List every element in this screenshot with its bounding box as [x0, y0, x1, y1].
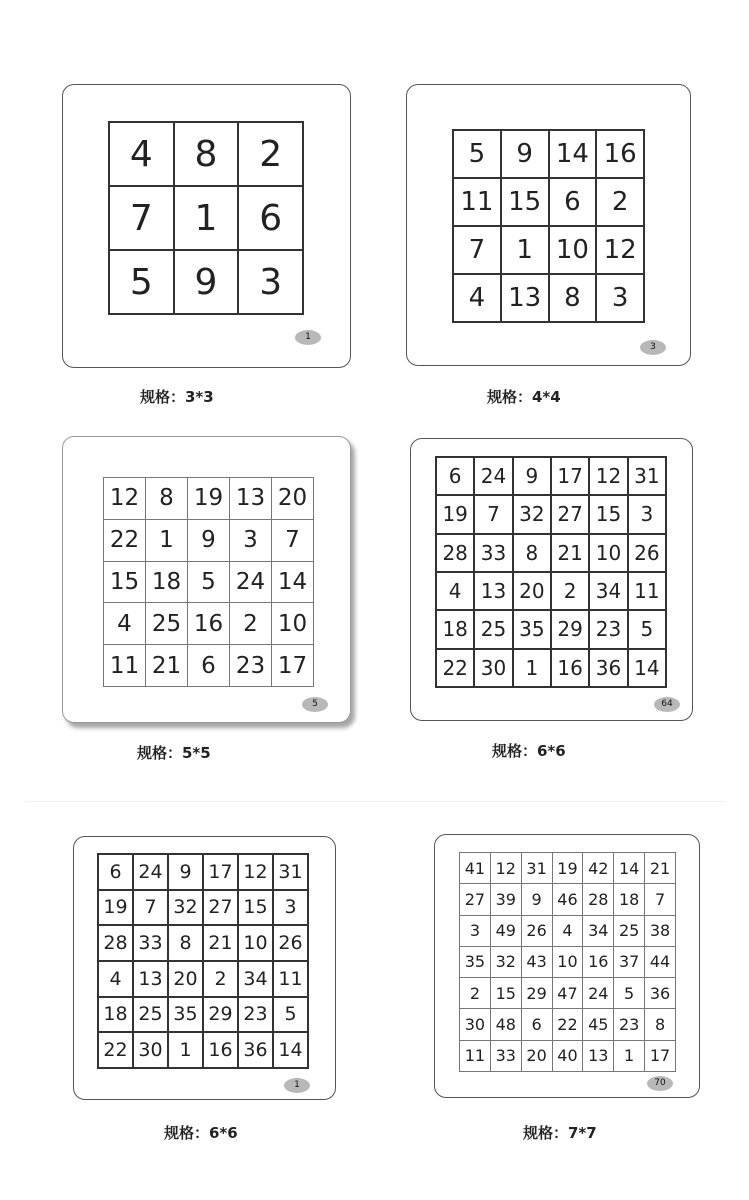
grid-row — [436, 572, 666, 610]
grid-cell: 9 — [188, 519, 230, 561]
grid-cell: 14 — [273, 1032, 308, 1068]
grid-row — [109, 122, 303, 186]
grid-cell: 4 — [98, 961, 133, 997]
grid-cell: 24 — [133, 854, 168, 890]
puzzle-card-3x3 — [62, 84, 351, 368]
grid-cell: 35 — [168, 997, 203, 1033]
grid-cell: 22 — [436, 649, 474, 687]
grid-cell: 9 — [168, 854, 203, 890]
size-label: 规格：7*7 — [523, 1124, 597, 1142]
grid-cell: 21 — [551, 534, 589, 572]
grid-cell: 24 — [474, 457, 512, 495]
grid-cell: 43 — [521, 946, 552, 977]
grid-cell: 1 — [146, 519, 188, 561]
size-label: 规格：6*6 — [164, 1124, 238, 1142]
grid-row — [460, 1009, 676, 1040]
grid-cell: 6 — [436, 457, 474, 495]
grid-cell: 15 — [104, 561, 146, 603]
grid-row — [436, 534, 666, 572]
grid-cell: 32 — [490, 946, 521, 977]
grid-cell: 9 — [521, 884, 552, 915]
grid-cell: 11 — [453, 178, 501, 226]
grid-cell: 15 — [501, 178, 549, 226]
grid-cell: 24 — [230, 561, 272, 603]
grid-cell: 2 — [203, 961, 238, 997]
grid-cell: 14 — [628, 649, 666, 687]
grid-cell: 26 — [628, 534, 666, 572]
grid-cell: 11 — [104, 645, 146, 687]
grid-cell: 13 — [230, 478, 272, 520]
grid-cell: 17 — [272, 645, 314, 687]
grid-row — [104, 603, 314, 645]
grid-row — [453, 178, 644, 226]
grid-row — [104, 645, 314, 687]
grid-cell: 3 — [230, 519, 272, 561]
grid-cell: 12 — [589, 457, 627, 495]
grid-cell: 6 — [98, 854, 133, 890]
grid-cell: 30 — [133, 1032, 168, 1068]
grid-cell: 11 — [460, 1040, 491, 1071]
grid-cell: 11 — [273, 961, 308, 997]
grid-cell: 16 — [203, 1032, 238, 1068]
grid-cell: 5 — [614, 978, 645, 1009]
grid-cell: 26 — [521, 915, 552, 946]
grid-cell: 6 — [549, 178, 597, 226]
piece-count-badge: 3 — [640, 340, 666, 355]
grid-cell: 30 — [474, 649, 512, 687]
grid-cell: 11 — [628, 572, 666, 610]
grid-cell: 4 — [552, 915, 583, 946]
grid-cell: 14 — [614, 853, 645, 884]
grid-row — [436, 610, 666, 648]
grid-cell: 18 — [614, 884, 645, 915]
grid-cell: 7 — [109, 186, 174, 250]
grid-cell: 29 — [203, 997, 238, 1033]
grid-cell: 31 — [521, 853, 552, 884]
grid-cell: 4 — [436, 572, 474, 610]
grid-cell: 28 — [98, 925, 133, 961]
grid-cell: 12 — [238, 854, 273, 890]
grid-row — [460, 884, 676, 915]
grid-cell: 8 — [645, 1009, 676, 1040]
grid-cell: 13 — [583, 1040, 614, 1071]
grid-row — [98, 997, 308, 1033]
grid-cell: 7 — [133, 890, 168, 926]
grid-cell: 31 — [628, 457, 666, 495]
grid-row — [460, 1040, 676, 1071]
piece-count-badge: 1 — [295, 330, 321, 345]
grid-cell: 1 — [501, 226, 549, 274]
grid-cell: 25 — [146, 603, 188, 645]
grid-cell: 20 — [513, 572, 551, 610]
grid-cell: 6 — [188, 645, 230, 687]
grid-row — [453, 226, 644, 274]
grid-cell: 4 — [104, 603, 146, 645]
grid-cell: 38 — [645, 915, 676, 946]
grid-cell: 10 — [272, 603, 314, 645]
grid-cell: 30 — [460, 1009, 491, 1040]
grid-cell: 23 — [238, 997, 273, 1033]
section-divider — [25, 801, 725, 802]
grid-cell: 20 — [168, 961, 203, 997]
grid-cell: 10 — [552, 946, 583, 977]
grid-cell: 5 — [453, 130, 501, 178]
grid-cell: 19 — [436, 495, 474, 533]
grid-row — [460, 978, 676, 1009]
number-grid — [435, 456, 667, 688]
grid-cell: 5 — [188, 561, 230, 603]
grid-cell: 18 — [436, 610, 474, 648]
piece-count-badge: 1 — [284, 1078, 310, 1093]
grid-row — [109, 250, 303, 314]
piece-count-badge: 70 — [647, 1076, 673, 1091]
puzzle-card-6x6-b — [73, 836, 336, 1100]
grid-cell: 35 — [513, 610, 551, 648]
grid-cell: 2 — [230, 603, 272, 645]
grid-cell: 7 — [453, 226, 501, 274]
number-grid — [97, 853, 309, 1069]
grid-cell: 3 — [596, 274, 644, 322]
grid-cell: 42 — [583, 853, 614, 884]
grid-cell: 23 — [614, 1009, 645, 1040]
grid-cell: 31 — [273, 854, 308, 890]
grid-cell: 3 — [238, 250, 303, 314]
grid-cell: 20 — [272, 478, 314, 520]
grid-cell: 6 — [238, 186, 303, 250]
grid-row — [98, 925, 308, 961]
grid-cell: 6 — [521, 1009, 552, 1040]
grid-cell: 49 — [490, 915, 521, 946]
grid-cell: 23 — [230, 645, 272, 687]
grid-row — [436, 495, 666, 533]
grid-cell: 27 — [203, 890, 238, 926]
grid-cell: 34 — [583, 915, 614, 946]
size-label: 规格：3*3 — [140, 388, 214, 406]
grid-cell: 48 — [490, 1009, 521, 1040]
size-label: 规格：5*5 — [137, 744, 211, 762]
grid-cell: 8 — [513, 534, 551, 572]
grid-row — [460, 946, 676, 977]
grid-cell: 8 — [549, 274, 597, 322]
grid-cell: 29 — [551, 610, 589, 648]
grid-cell: 8 — [146, 478, 188, 520]
grid-cell: 17 — [203, 854, 238, 890]
grid-cell: 32 — [168, 890, 203, 926]
grid-cell: 14 — [549, 130, 597, 178]
grid-cell: 10 — [238, 925, 273, 961]
grid-cell: 4 — [453, 274, 501, 322]
grid-cell: 2 — [596, 178, 644, 226]
grid-cell: 21 — [146, 645, 188, 687]
grid-row — [98, 1032, 308, 1068]
grid-cell: 20 — [521, 1040, 552, 1071]
grid-cell: 22 — [552, 1009, 583, 1040]
number-grid — [108, 121, 304, 315]
grid-cell: 9 — [501, 130, 549, 178]
grid-cell: 8 — [168, 925, 203, 961]
grid-cell: 28 — [583, 884, 614, 915]
grid-cell: 10 — [589, 534, 627, 572]
grid-cell: 18 — [146, 561, 188, 603]
grid-row — [98, 854, 308, 890]
grid-cell: 3 — [273, 890, 308, 926]
grid-cell: 9 — [513, 457, 551, 495]
grid-cell: 25 — [133, 997, 168, 1033]
grid-row — [436, 457, 666, 495]
grid-cell: 14 — [272, 561, 314, 603]
grid-cell: 46 — [552, 884, 583, 915]
puzzle-card-4x4 — [406, 84, 691, 366]
grid-cell: 2 — [460, 978, 491, 1009]
grid-cell: 3 — [628, 495, 666, 533]
grid-cell: 17 — [645, 1040, 676, 1071]
grid-cell: 23 — [589, 610, 627, 648]
grid-cell: 33 — [490, 1040, 521, 1071]
grid-cell: 9 — [174, 250, 239, 314]
grid-cell: 32 — [513, 495, 551, 533]
grid-cell: 16 — [583, 946, 614, 977]
grid-cell: 27 — [460, 884, 491, 915]
grid-cell: 18 — [98, 997, 133, 1033]
grid-cell: 39 — [490, 884, 521, 915]
grid-row — [453, 274, 644, 322]
grid-cell: 16 — [188, 603, 230, 645]
grid-cell: 12 — [490, 853, 521, 884]
grid-cell: 13 — [133, 961, 168, 997]
puzzle-card-7x7 — [434, 834, 700, 1098]
grid-cell: 25 — [474, 610, 512, 648]
grid-cell: 19 — [188, 478, 230, 520]
grid-cell: 2 — [551, 572, 589, 610]
grid-cell: 28 — [436, 534, 474, 572]
grid-cell: 15 — [589, 495, 627, 533]
grid-cell: 15 — [490, 978, 521, 1009]
grid-row — [460, 915, 676, 946]
grid-cell: 36 — [645, 978, 676, 1009]
grid-row — [104, 561, 314, 603]
grid-cell: 5 — [273, 997, 308, 1033]
grid-cell: 35 — [460, 946, 491, 977]
grid-cell: 44 — [645, 946, 676, 977]
grid-cell: 47 — [552, 978, 583, 1009]
grid-row — [104, 478, 314, 520]
grid-cell: 12 — [104, 478, 146, 520]
grid-cell: 5 — [109, 250, 174, 314]
grid-cell: 1 — [174, 186, 239, 250]
grid-cell: 27 — [551, 495, 589, 533]
piece-count-badge: 5 — [302, 697, 328, 712]
size-label: 规格：4*4 — [487, 388, 561, 406]
grid-cell: 7 — [645, 884, 676, 915]
puzzle-card-5x5 — [62, 436, 351, 723]
number-grid — [103, 477, 314, 687]
piece-count-badge: 64 — [654, 697, 680, 712]
grid-cell: 1 — [168, 1032, 203, 1068]
grid-row — [436, 649, 666, 687]
grid-cell: 7 — [474, 495, 512, 533]
grid-row — [98, 961, 308, 997]
number-grid — [459, 852, 676, 1072]
grid-cell: 13 — [501, 274, 549, 322]
grid-cell: 1 — [513, 649, 551, 687]
grid-cell: 16 — [551, 649, 589, 687]
grid-cell: 22 — [104, 519, 146, 561]
grid-cell: 36 — [238, 1032, 273, 1068]
grid-cell: 25 — [614, 915, 645, 946]
grid-cell: 4 — [109, 122, 174, 186]
grid-cell: 36 — [589, 649, 627, 687]
grid-cell: 10 — [549, 226, 597, 274]
grid-cell: 40 — [552, 1040, 583, 1071]
grid-cell: 22 — [98, 1032, 133, 1068]
grid-cell: 41 — [460, 853, 491, 884]
grid-cell: 12 — [596, 226, 644, 274]
grid-cell: 15 — [238, 890, 273, 926]
grid-cell: 26 — [273, 925, 308, 961]
grid-cell: 7 — [272, 519, 314, 561]
grid-cell: 45 — [583, 1009, 614, 1040]
grid-cell: 33 — [474, 534, 512, 572]
number-grid — [452, 129, 645, 323]
grid-cell: 33 — [133, 925, 168, 961]
grid-cell: 17 — [551, 457, 589, 495]
grid-cell: 19 — [552, 853, 583, 884]
grid-cell: 29 — [521, 978, 552, 1009]
grid-cell: 3 — [460, 915, 491, 946]
grid-cell: 21 — [645, 853, 676, 884]
grid-cell: 2 — [238, 122, 303, 186]
grid-row — [460, 853, 676, 884]
grid-cell: 13 — [474, 572, 512, 610]
grid-cell: 19 — [98, 890, 133, 926]
grid-cell: 8 — [174, 122, 239, 186]
puzzle-card-6x6-a — [410, 438, 693, 721]
grid-cell: 16 — [596, 130, 644, 178]
grid-cell: 1 — [614, 1040, 645, 1071]
grid-cell: 34 — [238, 961, 273, 997]
grid-row — [98, 890, 308, 926]
grid-row — [104, 519, 314, 561]
grid-row — [109, 186, 303, 250]
grid-cell: 5 — [628, 610, 666, 648]
grid-cell: 37 — [614, 946, 645, 977]
grid-cell: 21 — [203, 925, 238, 961]
grid-row — [453, 130, 644, 178]
size-label: 规格：6*6 — [492, 742, 566, 760]
grid-cell: 24 — [583, 978, 614, 1009]
grid-cell: 34 — [589, 572, 627, 610]
